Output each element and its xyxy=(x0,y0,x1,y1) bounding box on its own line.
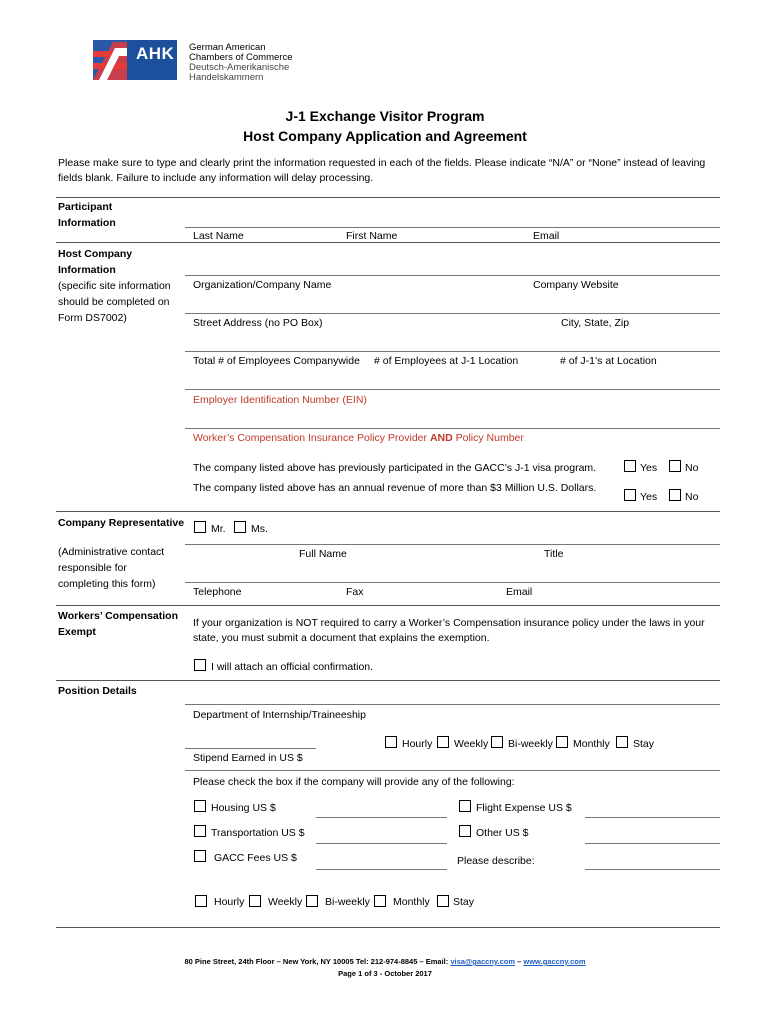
position-heading: Position Details xyxy=(58,685,137,697)
form-title-line-2: Host Company Application and Agreement xyxy=(243,128,527,144)
logo-line-2: Chambers of Commerce xyxy=(189,52,293,63)
intro-line-1: Please make sure to type and clearly print the information requested in each of the fields. Please indicate “N/A” or “None” instead of leaving xyxy=(58,157,706,169)
participant-name-email-field[interactable] xyxy=(185,210,720,226)
rep-contact-field[interactable] xyxy=(185,566,720,582)
field-line xyxy=(185,582,720,583)
no-label: No xyxy=(685,491,699,503)
field-line xyxy=(185,313,720,314)
yes-label: Yes xyxy=(640,462,658,474)
rep-note-1: (Administrative contact xyxy=(58,546,165,558)
period2-stay-label: Stay xyxy=(453,896,475,908)
last-name-label: Last Name xyxy=(193,230,244,242)
field-line xyxy=(185,544,720,545)
field-line xyxy=(185,748,316,749)
exempt-text-1: If your organization is NOT required to carry a Worker’s Compensation insurance policy under the laws in your xyxy=(193,617,705,629)
rep-name-title-field[interactable] xyxy=(185,528,720,544)
workers-comp-field[interactable] xyxy=(185,412,720,428)
other-amount-field[interactable] xyxy=(585,827,720,843)
host-note-3: Form DS7002) xyxy=(58,312,127,324)
previous-participation-no-checkbox[interactable] xyxy=(669,460,681,472)
field-line xyxy=(585,869,720,870)
rep-heading: Company Representative xyxy=(58,517,185,529)
section-divider xyxy=(56,511,720,512)
section-divider xyxy=(56,242,720,243)
stipend-biweekly-checkbox[interactable] xyxy=(491,736,503,748)
benefit-stay-checkbox[interactable] xyxy=(437,895,449,907)
participant-heading-1: Participant xyxy=(58,201,113,213)
gacc-fees-checkbox[interactable] xyxy=(194,850,206,862)
housing-label: Housing US $ xyxy=(211,802,276,814)
rep-email-label: Email xyxy=(506,586,533,598)
workers-comp-and: AND xyxy=(429,432,453,444)
workers-comp-label-a: Worker’s Compensation Insurance Policy Provider xyxy=(193,432,430,444)
department-field[interactable] xyxy=(185,688,720,704)
fax-label: Fax xyxy=(346,586,364,598)
mr-label: Mr. xyxy=(211,523,226,535)
benefit-hourly-checkbox[interactable] xyxy=(195,895,207,907)
stipend-weekly-checkbox[interactable] xyxy=(437,736,449,748)
gacc-fees-label: GACC Fees US $ xyxy=(214,852,297,864)
host-note-1: (specific site information xyxy=(58,280,171,292)
describe-field[interactable] xyxy=(585,853,720,869)
period2-hourly-label: Hourly xyxy=(214,896,245,908)
website-label: Company Website xyxy=(533,279,619,291)
employees-field[interactable] xyxy=(185,335,720,351)
j1-location-label: # of J-1’s at Location xyxy=(560,355,657,367)
check-prompt: Please check the box if the company will provide any of the following: xyxy=(193,776,515,788)
first-name-label: First Name xyxy=(346,230,398,242)
ein-label: Employer Identification Number (EIN) xyxy=(193,394,367,406)
period-biweekly-label: Bi-weekly xyxy=(508,738,553,750)
period-stay-label: Stay xyxy=(633,738,655,750)
benefit-biweekly-checkbox[interactable] xyxy=(306,895,318,907)
department-label: Department of Internship/Traineeship xyxy=(193,709,366,721)
period2-monthly-label: Monthly xyxy=(393,896,430,908)
revenue-question: The company listed above has an annual revenue of more than $3 Million U.S. Dollars. xyxy=(193,482,597,494)
logo xyxy=(89,36,293,84)
other-label: Other US $ xyxy=(476,827,529,839)
field-line xyxy=(316,817,447,818)
stipend-field[interactable] xyxy=(185,731,316,747)
form-title-line-1: J-1 Exchange Visitor Program xyxy=(285,108,485,124)
rep-note-3: completing this form) xyxy=(58,578,156,590)
revenue-no-checkbox[interactable] xyxy=(669,489,681,501)
attach-confirmation-label: I will attach an official confirmation. xyxy=(211,661,374,673)
field-line xyxy=(185,227,720,228)
field-line xyxy=(185,351,720,352)
intro-line-2: fields blank. Failure to include any information will delay processing. xyxy=(58,172,374,184)
previous-participation-yes-checkbox[interactable] xyxy=(624,460,636,472)
exempt-heading-2: Exempt xyxy=(58,626,96,638)
section-divider xyxy=(56,680,720,681)
total-employees-label: Total # of Employees Companywide xyxy=(193,355,360,367)
ahk-brand: AHK xyxy=(136,44,175,63)
flight-amount-field[interactable] xyxy=(585,801,720,817)
field-line xyxy=(316,843,447,844)
no-label: No xyxy=(685,462,699,474)
host-heading-2: Information xyxy=(58,264,116,276)
other-checkbox[interactable] xyxy=(459,825,471,837)
host-note-2: should be completed on xyxy=(58,296,170,308)
housing-checkbox[interactable] xyxy=(194,800,206,812)
rep-title-label: Title xyxy=(544,548,564,560)
stipend-hourly-checkbox[interactable] xyxy=(385,736,397,748)
footer-web-link[interactable]: www.gaccny.com xyxy=(523,957,586,966)
participant-heading-2: Information xyxy=(58,217,116,229)
describe-label: Please describe: xyxy=(457,855,535,867)
field-line xyxy=(185,389,720,390)
telephone-label: Telephone xyxy=(193,586,242,598)
workers-comp-label-b: Policy Number xyxy=(452,432,524,444)
section-divider xyxy=(56,605,720,606)
employees-location-label: # of Employees at J-1 Location xyxy=(374,355,519,367)
org-name-label: Organization/Company Name xyxy=(193,279,332,291)
period-weekly-label: Weekly xyxy=(454,738,489,750)
full-name-label: Full Name xyxy=(299,548,347,560)
footer-dash: – xyxy=(515,957,524,966)
section-divider xyxy=(56,927,720,928)
exempt-heading-1: Workers’ Compensation xyxy=(58,610,179,622)
city-state-zip-label: City, State, Zip xyxy=(561,317,630,329)
period2-biweekly-label: Bi-weekly xyxy=(325,896,370,908)
street-label: Street Address (no PO Box) xyxy=(193,317,323,329)
stipend-monthly-checkbox[interactable] xyxy=(556,736,568,748)
transportation-label: Transportation US $ xyxy=(211,827,305,839)
logo-line-1: German American xyxy=(189,42,266,53)
section-divider xyxy=(56,197,720,198)
gacc-fees-amount-field[interactable] xyxy=(316,853,447,869)
field-line xyxy=(185,428,720,429)
footer-address: 80 Pine Street, 24th Floor – New York, NY 10005 Tel: 212-974-8845 – Email: xyxy=(184,957,451,966)
logo-line-3: Deutsch-Amerikanische xyxy=(189,62,290,73)
street-address-field[interactable] xyxy=(185,297,720,313)
footer-email-link[interactable]: visa@gaccny.com xyxy=(450,957,516,966)
stipend-label: Stipend Earned in US $ xyxy=(193,752,303,764)
field-line xyxy=(185,770,720,771)
field-line xyxy=(316,869,447,870)
benefit-monthly-checkbox[interactable] xyxy=(374,895,386,907)
revenue-yes-checkbox[interactable] xyxy=(624,489,636,501)
organization-field[interactable] xyxy=(185,259,720,275)
previous-participation-question: The company listed above has previously participated in the GACC’s J-1 visa program. xyxy=(193,462,597,474)
field-line xyxy=(585,817,720,818)
period2-weekly-label: Weekly xyxy=(268,896,303,908)
flight-label: Flight Expense US $ xyxy=(476,802,572,814)
period-hourly-label: Hourly xyxy=(402,738,433,750)
host-heading-1: Host Company xyxy=(58,248,133,260)
field-line xyxy=(585,843,720,844)
field-line xyxy=(185,275,720,276)
transportation-checkbox[interactable] xyxy=(194,825,206,837)
logo-line-4: Handelskammern xyxy=(189,72,264,83)
exempt-text-2: state, you must submit a document that explains the exemption. xyxy=(193,632,490,644)
footer-address-line xyxy=(0,957,770,966)
field-line xyxy=(185,704,720,705)
yes-label: Yes xyxy=(640,491,658,503)
flight-checkbox[interactable] xyxy=(459,800,471,812)
stipend-stay-checkbox[interactable] xyxy=(616,736,628,748)
workers-comp-label xyxy=(193,432,524,444)
attach-confirmation-checkbox[interactable] xyxy=(194,659,206,671)
ein-field[interactable] xyxy=(185,373,720,389)
rep-note-2: responsible for xyxy=(58,562,127,574)
ms-label: Ms. xyxy=(251,523,268,535)
transportation-amount-field[interactable] xyxy=(316,827,447,843)
period-monthly-label: Monthly xyxy=(573,738,610,750)
housing-amount-field[interactable] xyxy=(316,801,447,817)
benefit-weekly-checkbox[interactable] xyxy=(249,895,261,907)
participant-email-label: Email xyxy=(533,230,560,242)
page-number: Page 1 of 3 - October 2017 xyxy=(338,969,432,978)
